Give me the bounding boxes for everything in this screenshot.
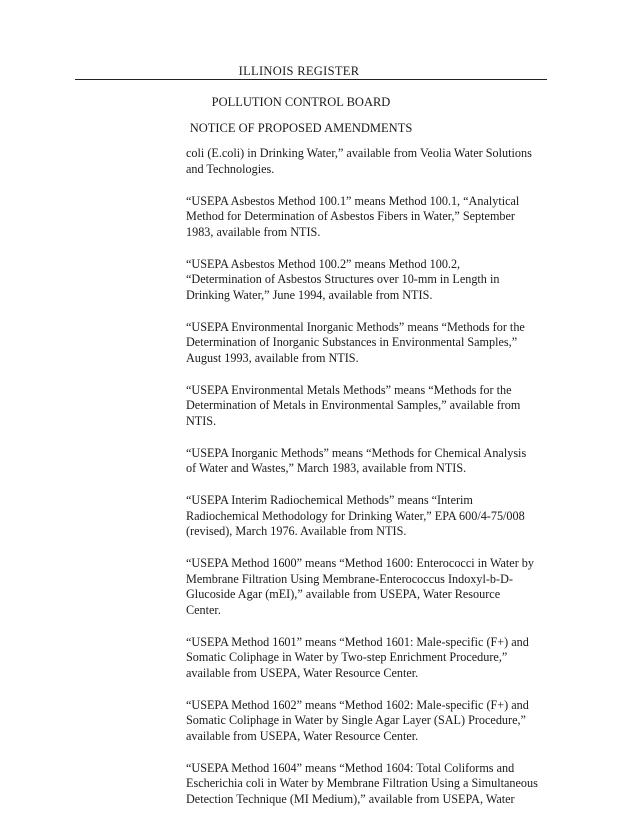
header-rule	[75, 79, 547, 80]
paragraph: “USEPA Environmental Inorganic Methods” means “Methods for the Determination of Inorganic Substances in Environmental Samples,” August 1993, available from NTIS.	[186, 319, 525, 365]
paragraph: “USEPA Asbestos Method 100.1” means Method 100.1, “Analytical Method for Determination of Asbestos Fibers in Water,” September 1983, available from NTIS.	[186, 193, 520, 239]
paragraph: “USEPA Method 1602” means “Method 1602: Male-specific (F+) and Somatic Coliphage in Water by Single Agar Layer (SAL) Procedure,” available from USEPA, Water Resource Center.	[186, 697, 529, 743]
notice-heading: NOTICE OF PROPOSED AMENDMENTS	[189, 121, 413, 135]
paragraph: “USEPA Environmental Metals Methods” means “Methods for the Determination of Metals in Environmental Samples,” available from NTIS.	[186, 382, 521, 428]
paragraph: “USEPA Method 1601” means “Method 1601: Male-specific (F+) and Somatic Coliphage in Water by Two-step Enrichment Procedure,” available from USEPA, Water Resource Center.	[186, 634, 529, 680]
paragraph: coli (E.coli) in Drinking Water,” available from Veolia Water Solutions and Technologies.	[186, 146, 532, 176]
body-text	[186, 146, 538, 824]
paragraph: “USEPA Method 1600” means “Method 1600: Enterococci in Water by Membrane Filtration Using Membrane-Enterococcus Indoxyl-b-D-Glucoside Agar (mEI),” available from USEPA, Water Resource Center.	[186, 556, 534, 617]
board-heading: POLLUTION CONTROL BOARD	[211, 95, 391, 109]
paragraph: “USEPA Method 1604” means “Method 1604: Total Coliforms and Escherichia coli in Water by Membrane Filtration Using a Simultaneous Detection Technique (MI Medium),” available from USEPA, Water	[186, 760, 538, 806]
paragraph: “USEPA Interim Radiochemical Methods” means “Interim Radiochemical Methodology for Drinking Water,” EPA 600/4-75/008 (revised), March 1976. Available from NTIS.	[186, 493, 525, 538]
register-title: ILLINOIS REGISTER	[238, 64, 360, 78]
paragraph: “USEPA Inorganic Methods” means “Methods for Chemical Analysis of Water and Wastes,” March 1983, available from NTIS.	[186, 445, 527, 475]
paragraph: “USEPA Asbestos Method 100.2” means Method 100.2, “Determination of Asbestos Structures over 10-mm in Length in Drinking Water,” June 1994, available from NTIS.	[186, 256, 500, 302]
